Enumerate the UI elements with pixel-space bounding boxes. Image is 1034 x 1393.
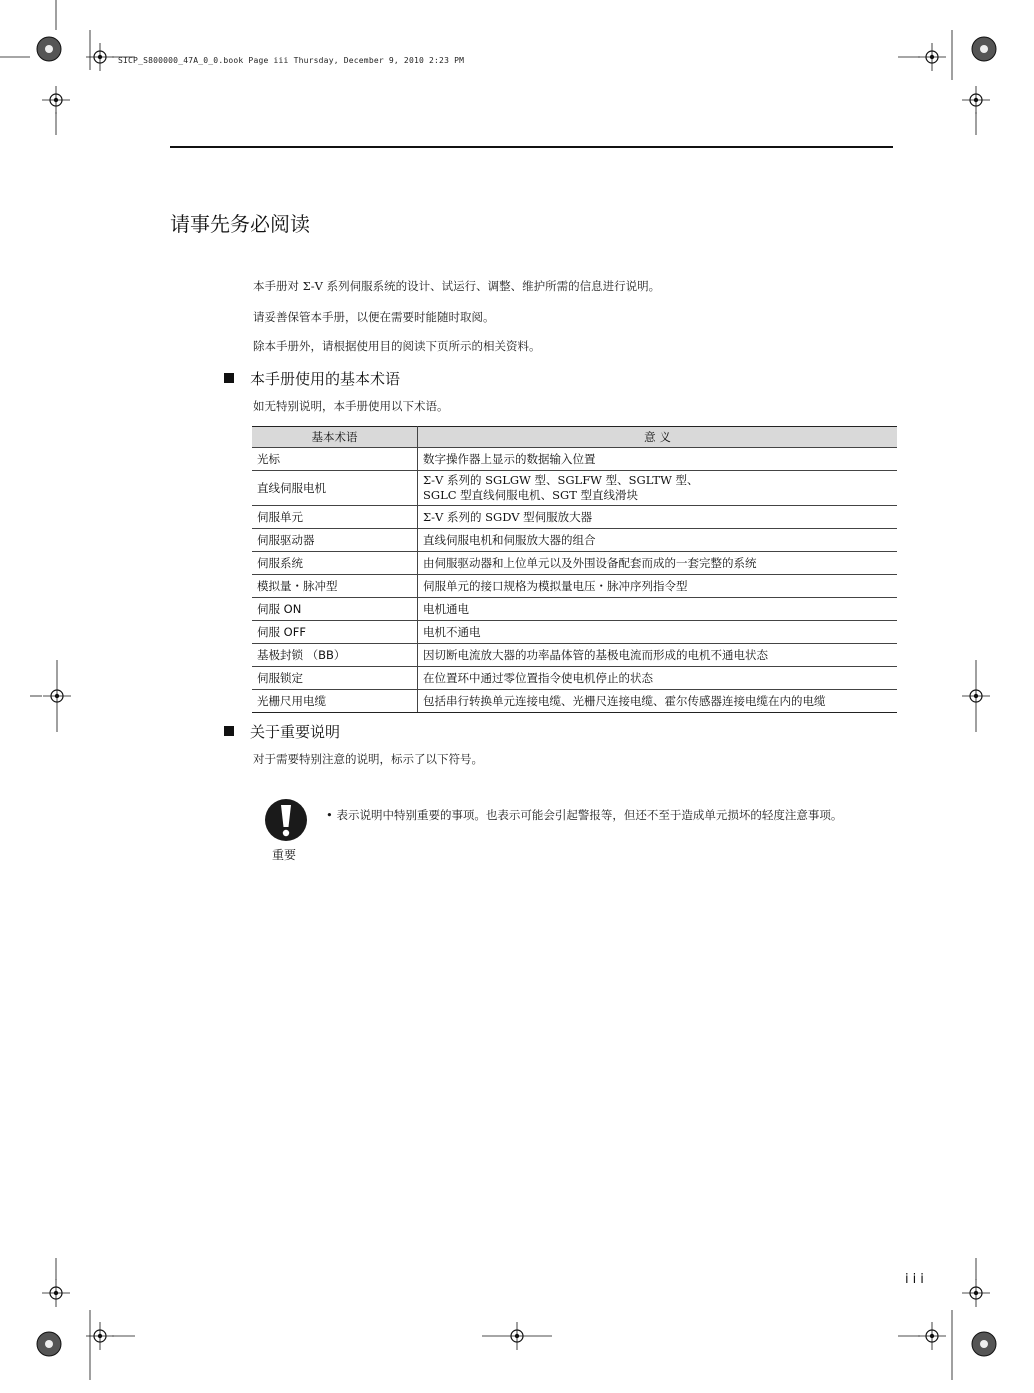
term-cell: 伺服 OFF: [252, 621, 418, 644]
table-row: [252, 448, 897, 471]
term-cell: 伺服 ON: [252, 598, 418, 621]
table-row: [252, 471, 897, 506]
term-cell: 伺服锁定: [252, 667, 418, 690]
table-header-row: [252, 427, 897, 448]
terms-table: [252, 426, 897, 713]
table-row: [252, 667, 897, 690]
square-bullet-icon: [224, 373, 234, 383]
table-row: [252, 598, 897, 621]
meaning-cell: Σ-V 系列的 SGDV 型伺服放大器: [418, 506, 898, 529]
table-header-term: 基本术语: [252, 427, 418, 448]
meaning-cell: 电机不通电: [418, 621, 898, 644]
intro-paragraph-3: 除本手册外，请根据使用目的阅读下页所示的相关资料。: [253, 339, 541, 353]
section-heading-important-text: 关于重要说明: [250, 723, 341, 741]
table-row: [252, 506, 897, 529]
exclamation-icon: [264, 798, 308, 842]
meaning-cell: 由伺服驱动器和上位单元以及外围设备配套而成的一套完整的系统: [418, 552, 898, 575]
term-cell: 直线伺服电机: [252, 471, 418, 506]
meaning-cell: Σ-V 系列的 SGLGW 型、SGLFW 型、SGLTW 型、 SGLC 型直线伺服电机、SGT 型直线滑块: [418, 471, 898, 506]
term-cell: 伺服驱动器: [252, 529, 418, 552]
page-number: iii: [905, 1272, 928, 1287]
meaning-cell: 数字操作器上显示的数据输入位置: [418, 448, 898, 471]
table-row: [252, 690, 897, 713]
meaning-cell: 在位置环中通过零位置指令使电机停止的状态: [418, 667, 898, 690]
term-cell: 基极封锁 （BB）: [252, 644, 418, 667]
meaning-cell: 因切断电流放大器的功率晶体管的基极电流而形成的电机不通电状态: [418, 644, 898, 667]
top-rule: [170, 146, 893, 148]
print-header: SICP_S800000_47A_0_0.book Page iii Thursday, December 9, 2010 2:23 PM: [118, 56, 465, 65]
section-heading-terms-text: 本手册使用的基本术语: [250, 370, 401, 388]
table-header-meaning: 意 义: [418, 427, 898, 448]
meaning-cell: 直线伺服电机和伺服放大器的组合: [418, 529, 898, 552]
meaning-cell: 包括串行转换单元连接电缆、光栅尺连接电缆、霍尔传感器连接电缆在内的电缆: [418, 690, 898, 713]
table-row: [252, 575, 897, 598]
section-heading-terms: [224, 368, 400, 389]
term-cell: 伺服单元: [252, 506, 418, 529]
section-terms-description: 如无特别说明，本手册使用以下术语。: [253, 399, 449, 413]
term-cell: 伺服系统: [252, 552, 418, 575]
important-label: 重要: [272, 848, 297, 862]
table-row: [252, 552, 897, 575]
meaning-cell: 伺服单元的接口规格为模拟量电压・脉冲序列指令型: [418, 575, 898, 598]
intro-paragraph-1: 本手册对 Σ-V 系列伺服系统的设计、试运行、调整、维护所需的信息进行说明。: [253, 279, 661, 293]
page-title: 请事先务必阅读: [170, 212, 310, 236]
term-cell: 光栅尺用电缆: [252, 690, 418, 713]
important-note-text: • 表示说明中特别重要的事项。也表示可能会引起警报等，但还不至于造成单元损坏的轻度注意事项。: [326, 808, 843, 822]
table-body: [252, 448, 897, 713]
table-row: [252, 621, 897, 644]
term-cell: 光标: [252, 448, 418, 471]
intro-paragraph-2: 请妥善保管本手册，以便在需要时能随时取阅。: [253, 310, 495, 324]
meaning-cell: 电机通电: [418, 598, 898, 621]
section-heading-important: [224, 721, 340, 742]
table-row: [252, 529, 897, 552]
term-cell: 模拟量・脉冲型: [252, 575, 418, 598]
table-row: [252, 644, 897, 667]
section-important-description: 对于需要特别注意的说明，标示了以下符号。: [253, 752, 483, 766]
square-bullet-icon: [224, 726, 234, 736]
